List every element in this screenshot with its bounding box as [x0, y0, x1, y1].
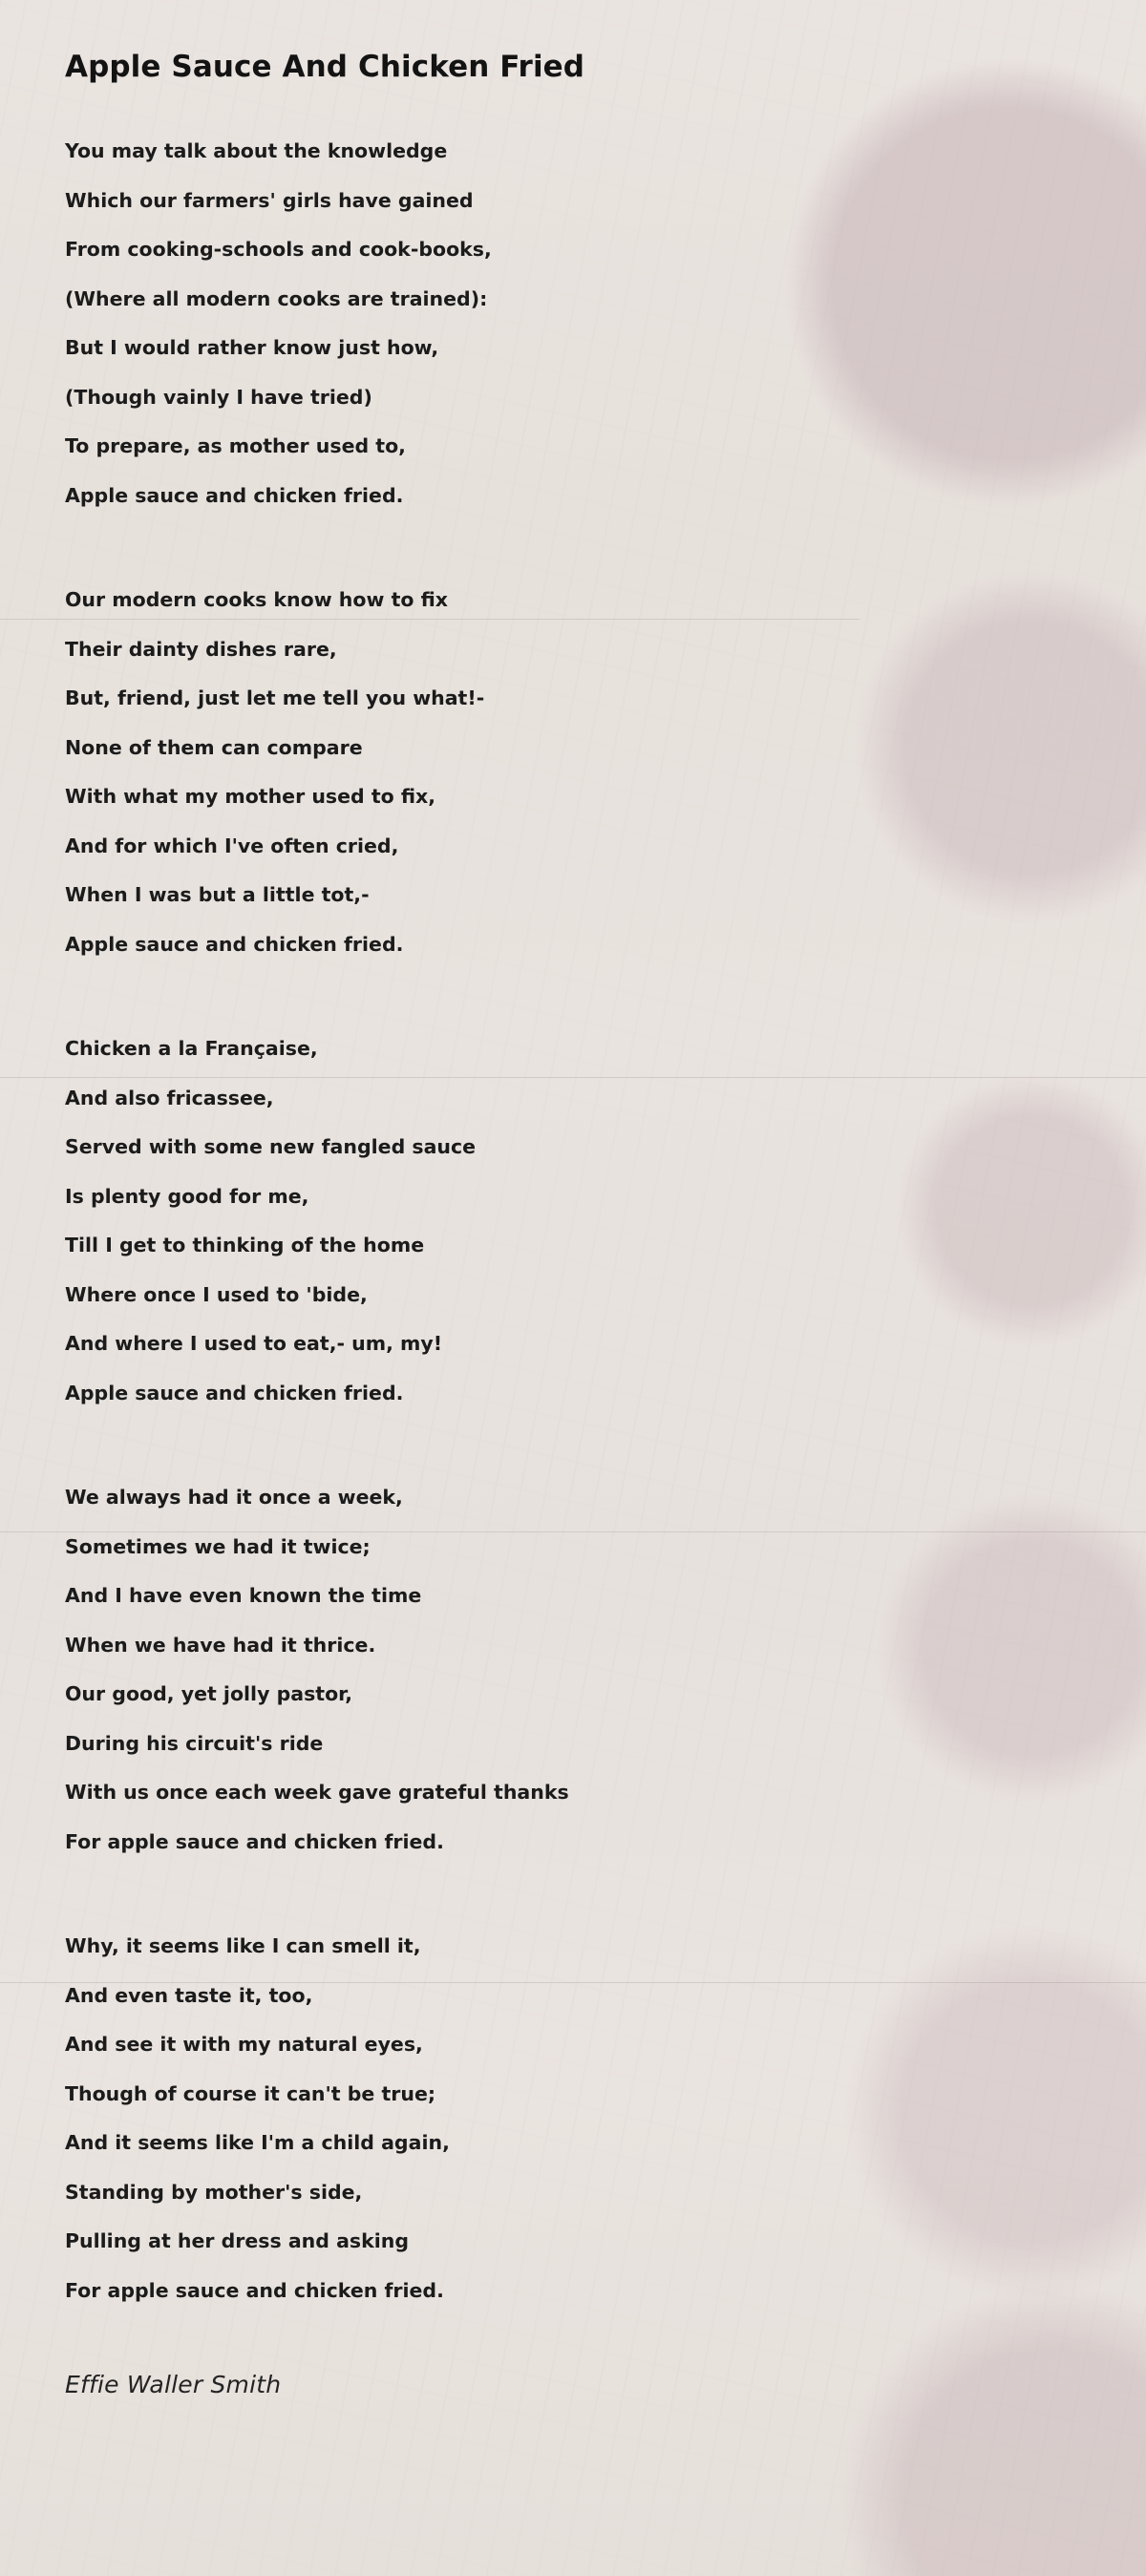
poem-line: You may talk about the knowledge [65, 139, 448, 163]
poem-line: And I have even known the time [65, 1584, 422, 1608]
poem-line: And also fricassee, [65, 1086, 274, 1109]
stanza-5 [65, 1922, 1089, 2315]
stanza-4 [65, 1473, 1089, 1867]
poem-line: Served with some new fangled sauce [65, 1135, 477, 1159]
poem-line: But I would rather know just how, [65, 336, 439, 360]
poem-line: During his circuit's ride [65, 1731, 324, 1755]
poem-line: When we have had it thrice. [65, 1633, 376, 1657]
poem-line: We always had it once a week, [65, 1486, 403, 1510]
poem-line: Apple sauce and chicken fried. [65, 483, 404, 507]
poem-line: Their dainty dishes rare, [65, 637, 337, 661]
poem-line: Where once I used to 'bide, [65, 1282, 368, 1306]
poem-line: For apple sauce and chicken fried. [65, 2278, 444, 2302]
poem-line: Is plenty good for me, [65, 1184, 309, 1208]
poem-line: Our modern cooks know how to fix [65, 588, 449, 612]
poem-line: Pulling at her dress and asking [65, 2229, 410, 2253]
page-title: Apple Sauce And Chicken Fried [65, 50, 585, 84]
poem-line: Our good, yet jolly pastor, [65, 1682, 353, 1706]
poem-line: Which our farmers' girls have gained [65, 188, 474, 212]
poem-line: With what my mother used to fix, [65, 785, 436, 809]
poem-line: (Where all modern cooks are trained): [65, 286, 488, 310]
stanza-3 [65, 1024, 1089, 1418]
stanza-1 [65, 127, 1089, 520]
poem-line: Apple sauce and chicken fried. [65, 1381, 404, 1404]
poem-line: But, friend, just let me tell you what!- [65, 686, 485, 710]
author-name: Effie Waller Smith [65, 2371, 282, 2399]
poem-line: When I was but a little tot,- [65, 883, 370, 907]
poem-line: From cooking-schools and cook-books, [65, 238, 492, 262]
poem-line: Chicken a la Française, [65, 1037, 318, 1061]
poem-line: Apple sauce and chicken fried. [65, 932, 404, 956]
poem-line: Why, it seems like I can smell it, [65, 1934, 421, 1958]
poem-line: With us once each week gave grateful thanks [65, 1781, 569, 1805]
poem-line: And for which I've often cried, [65, 834, 399, 857]
poem-line: Though of course it can't be true; [65, 2081, 436, 2105]
poem-line: (Though vainly I have tried) [65, 385, 372, 409]
poem-line: And it seems like I'm a child again, [65, 2131, 450, 2155]
poem-line: Sometimes we had it twice; [65, 1534, 371, 1558]
poem-line: And see it with my natural eyes, [65, 2033, 423, 2057]
poem-line: And where I used to eat,- um, my! [65, 1332, 443, 1356]
poem-line: For apple sauce and chicken fried. [65, 1829, 444, 1853]
poem-line: Till I get to thinking of the home [65, 1234, 425, 1257]
poem-line: To prepare, as mother used to, [65, 434, 406, 458]
stanza-2 [65, 576, 1089, 969]
poem-line: None of them can compare [65, 735, 363, 759]
poem-line: And even taste it, too, [65, 1983, 313, 2007]
poem-line: Standing by mother's side, [65, 2180, 363, 2204]
